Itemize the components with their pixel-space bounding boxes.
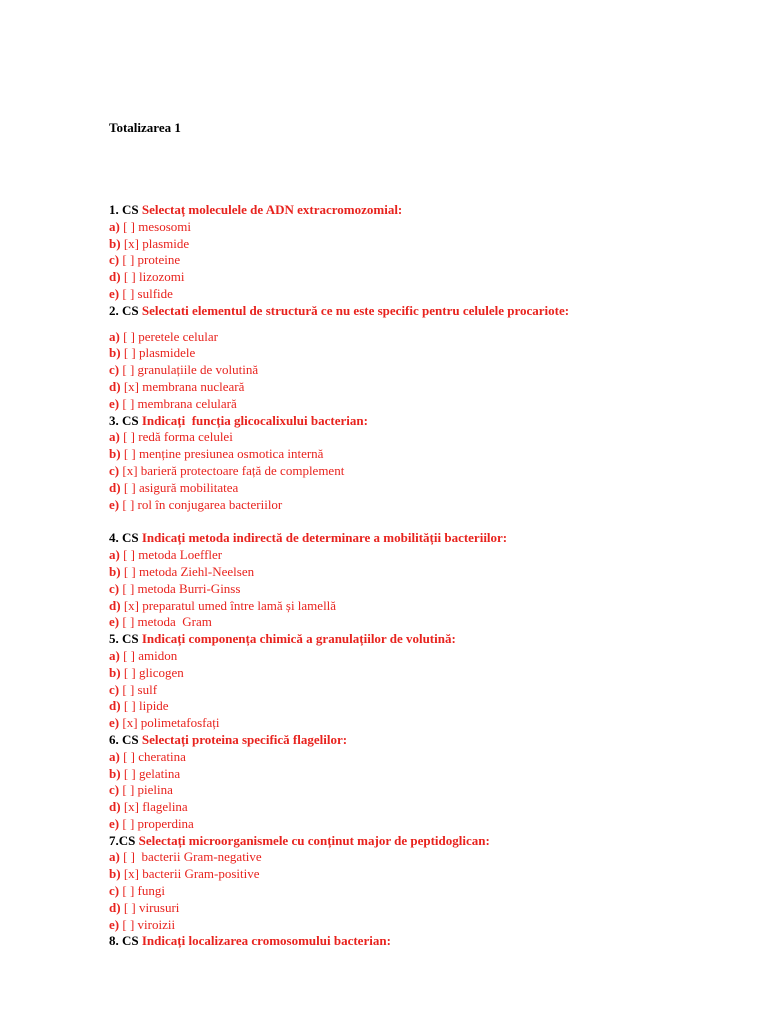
option-3b: [109, 446, 569, 463]
question-stem: Indicați localizarea cromosomului bacterian:: [141, 933, 391, 949]
question-stem: Selectați proteina specifică flagelilor:: [141, 731, 348, 747]
question-number: 2.: [109, 302, 119, 318]
option-letter: a): [109, 218, 120, 234]
option-6a: [109, 749, 569, 766]
option-letter: e): [109, 285, 120, 301]
question-number: 5.: [109, 631, 119, 647]
question-8: [109, 933, 569, 950]
option-text: [ ] fungi: [119, 883, 165, 899]
question-type: CS: [118, 631, 142, 647]
option-text: [ ] gelatina: [120, 765, 181, 781]
option-7c: [109, 883, 569, 900]
option-text: [ ] lizozomi: [120, 269, 185, 285]
option-letter: e): [109, 815, 120, 831]
option-text: [ ] glicogen: [120, 664, 184, 680]
question-5: [109, 631, 569, 648]
option-letter: a): [109, 748, 120, 764]
quiz-list: [109, 202, 569, 950]
option-letter: c): [109, 462, 120, 478]
option-letter: e): [109, 496, 120, 512]
option-text: [ ] bacterii Gram-negative: [119, 849, 262, 865]
option-text: [ ] properdina: [119, 815, 194, 831]
question-6: [109, 732, 569, 749]
option-6e: [109, 816, 569, 833]
option-letter: c): [109, 681, 120, 697]
question-1: [109, 202, 569, 219]
option-letter: c): [109, 883, 120, 899]
option-letter: c): [109, 362, 120, 378]
question-4: [109, 530, 569, 547]
option-letter: c): [109, 782, 120, 798]
option-1d: [109, 269, 569, 286]
option-letter: a): [109, 429, 120, 445]
option-text: [ ] metoda Burri-Ginss: [119, 580, 241, 596]
option-text: [ ] virusuri: [120, 899, 180, 915]
option-letter: b): [109, 765, 121, 781]
question-type: CS: [118, 731, 142, 747]
option-letter: e): [109, 395, 120, 411]
option-letter: b): [109, 563, 121, 579]
option-letter: b): [109, 664, 121, 680]
option-text: [ ] membrana celulară: [119, 395, 237, 411]
option-letter: e): [109, 916, 120, 932]
question-number: 1.: [109, 202, 119, 217]
question-number: 8.: [109, 933, 119, 949]
question-number: 7.: [109, 832, 119, 848]
question-7: [109, 833, 569, 850]
option-7d: [109, 900, 569, 917]
option-3e: [109, 497, 569, 514]
option-text: [x] preparatul umed între lamă și lamellă: [120, 597, 337, 613]
question-3: [109, 413, 569, 430]
option-text: [ ] viroizii: [119, 916, 176, 932]
spacer: [109, 513, 569, 530]
option-letter: a): [109, 328, 120, 344]
option-text: [ ] redă forma celulei: [119, 429, 233, 445]
option-letter: d): [109, 479, 121, 495]
option-text: [ ] plasmidele: [120, 345, 196, 361]
option-5c: [109, 682, 569, 699]
option-text: [ ] asigură mobilitatea: [120, 479, 239, 495]
option-5b: [109, 665, 569, 682]
option-text: [ ] sulfide: [119, 285, 173, 301]
question-number: 3.: [109, 412, 119, 428]
option-letter: d): [109, 899, 121, 915]
option-letter: d): [109, 378, 121, 394]
option-1c: [109, 252, 569, 269]
option-6d: [109, 799, 569, 816]
question-stem: Selectati elementul de structură ce nu este specific pentru celulele procariote:: [141, 302, 570, 318]
option-7b: [109, 866, 569, 883]
question-stem: Indicați componența chimică a granulațiilor de volutină:: [141, 631, 456, 647]
question-number: 6.: [109, 731, 119, 747]
option-1e: [109, 286, 569, 303]
option-3a: [109, 429, 569, 446]
option-text: [x] membrana nucleară: [120, 378, 245, 394]
option-4d: [109, 598, 569, 615]
question-stem: Selectaț moleculele de ADN extracromozomial:: [141, 202, 403, 217]
option-letter: d): [109, 269, 121, 285]
option-text: [ ] metoda Ziehl-Neelsen: [120, 563, 255, 579]
option-2c: [109, 362, 569, 379]
option-1a: [109, 219, 569, 236]
option-text: [x] polimetafosfați: [119, 715, 220, 731]
option-letter: c): [109, 580, 120, 596]
option-letter: e): [109, 715, 120, 731]
option-letter: b): [109, 446, 121, 462]
option-text: [ ] cheratina: [119, 748, 186, 764]
document-title: Totalizarea 1: [109, 120, 181, 135]
option-4b: [109, 564, 569, 581]
question-type: CS: [118, 933, 142, 949]
question-type: CS: [118, 302, 142, 318]
option-letter: a): [109, 647, 120, 663]
option-6b: [109, 766, 569, 783]
option-7e: [109, 917, 569, 934]
option-letter: a): [109, 547, 120, 563]
option-2d: [109, 379, 569, 396]
spacer: [109, 320, 569, 329]
option-2a: [109, 329, 569, 346]
option-text: [ ] metoda Gram: [119, 614, 212, 630]
option-4e: [109, 614, 569, 631]
option-text: [x] flagelina: [120, 799, 188, 815]
option-letter: b): [109, 235, 121, 251]
option-text: [ ] peretele celular: [119, 328, 218, 344]
option-text: [x] plasmide: [120, 235, 190, 251]
option-text: [ ] pielina: [119, 782, 173, 798]
question-type: CS: [118, 412, 142, 428]
option-text: [ ] menține presiunea osmotica internă: [120, 446, 324, 462]
option-4c: [109, 581, 569, 598]
option-letter: b): [109, 345, 121, 361]
question-number: 4.: [109, 530, 119, 546]
option-text: [ ] granulațiile de volutină: [119, 362, 259, 378]
option-1b: [109, 236, 569, 253]
option-text: [ ] proteine: [119, 252, 181, 268]
question-stem: Selectați microorganismele cu conținut major de peptidoglican:: [138, 832, 490, 848]
option-letter: d): [109, 698, 121, 714]
option-text: [ ] sulf: [119, 681, 158, 697]
option-letter: c): [109, 252, 120, 268]
option-letter: b): [109, 866, 121, 882]
option-5d: [109, 698, 569, 715]
option-6c: [109, 782, 569, 799]
option-letter: e): [109, 614, 120, 630]
option-text: [ ] rol în conjugarea bacteriilor: [119, 496, 283, 512]
option-letter: a): [109, 849, 120, 865]
option-text: [ ] lipide: [120, 698, 169, 714]
option-text: [ ] metoda Loeffler: [119, 547, 223, 563]
question-type: CS: [118, 832, 139, 848]
question-stem: Indicați funcția glicocalixului bacterian:: [141, 412, 368, 428]
option-text: [ ] amidon: [119, 647, 178, 663]
option-text: [x] barieră protectoare față de complement: [119, 462, 345, 478]
option-3c: [109, 463, 569, 480]
option-letter: d): [109, 799, 121, 815]
option-letter: d): [109, 597, 121, 613]
question-type: CS: [118, 202, 142, 217]
question-stem: Indicați metoda indirectă de determinare a mobilității bacteriilor:: [141, 530, 508, 546]
option-4a: [109, 547, 569, 564]
option-5e: [109, 715, 569, 732]
option-5a: [109, 648, 569, 665]
question-type: CS: [118, 530, 142, 546]
question-2: [109, 303, 569, 320]
option-text: [ ] mesosomi: [119, 218, 191, 234]
option-7a: [109, 849, 569, 866]
option-3d: [109, 480, 569, 497]
option-2e: [109, 396, 569, 413]
option-text: [x] bacterii Gram-positive: [120, 866, 260, 882]
option-2b: [109, 345, 569, 362]
